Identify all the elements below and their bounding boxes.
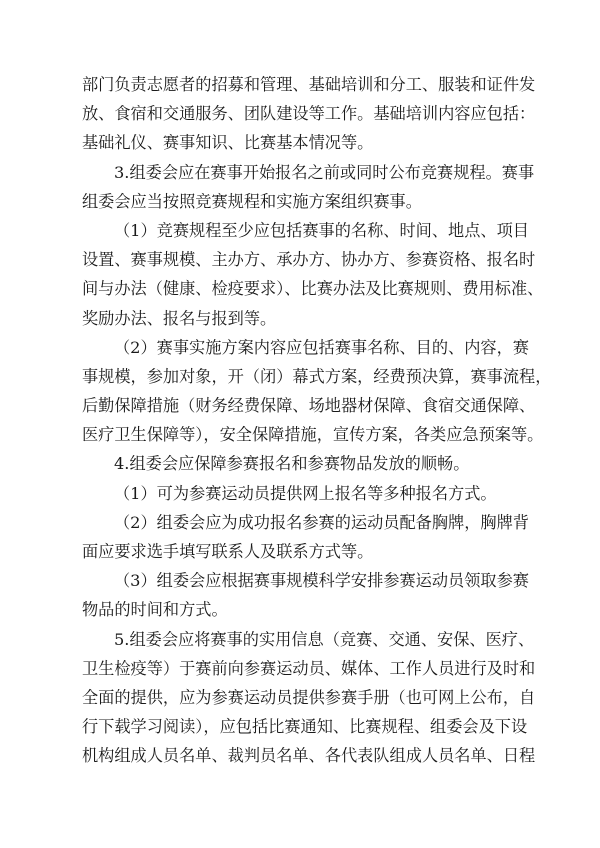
paragraph-start-line: （1）可为参赛运动员提供网上报名等多种报名方式。 <box>114 483 497 503</box>
text-line: 奖励办法、报名与报到等。 <box>82 308 277 328</box>
text-line: 物品的时间和方式。 <box>82 600 228 620</box>
text-line: 部门负责志愿者的招募和管理、基础培训和分工、服装和证件发 <box>82 75 536 94</box>
paragraph-start-line: （3）组委会应根据赛事规模科学安排参赛运动员领取参赛 <box>114 571 529 591</box>
text-line: 组委会应当按照竞赛规程和实施方案组织赛事。 <box>82 191 422 211</box>
text-line: 医疗卫生保障等），安全保障措施，宣传方案，各类应急预案等。 <box>82 425 544 445</box>
paragraph-start-line: （1）竞赛规程至少应包括赛事的名称、时间、地点、项目 <box>114 220 529 240</box>
text-line: 事规模，参加对象，开（闭）幕式方案，经费预决算，赛事流程， <box>82 366 552 386</box>
text-line: 机构组成人员名单、裁判员名单、各代表队组成人员名单、日程 <box>82 746 536 766</box>
paragraph-start-line: 4.组委会应保障参赛报名和参赛物品发放的顺畅。 <box>114 454 470 474</box>
text-line: 全面的提供，应为参赛运动员提供参赛手册（也可网上公布，自 <box>82 687 536 707</box>
text-line: 间与办法（健康、检疫要求）、比赛办法及比赛规则、费用标准、 <box>82 279 544 299</box>
text-line: 面应要求选手填写联系人及联系方式等。 <box>82 542 374 561</box>
paragraph-start-line: 5.组委会应将赛事的实用信息（竞赛、交通、安保、医疗、 <box>114 629 535 649</box>
paragraph-start-line: 3.组委会应在赛事开始报名之前或同时公布竞赛规程。赛事 <box>114 162 535 182</box>
paragraph-start-line: （2）赛事实施方案内容应包括赛事名称、目的、内容，赛 <box>114 337 529 357</box>
text-line: 基础礼仪、赛事知识、比赛基本情况等。 <box>82 133 374 153</box>
paragraph-start-line: （2）组委会应为成功报名参赛的运动员配备胸牌，胸牌背 <box>114 512 529 532</box>
text-line: 放、食宿和交通服务、团队建设等工作。基础培训内容应包括： <box>82 104 536 124</box>
text-line: 卫生检疫等）于赛前向参赛运动员、媒体、工作人员进行及时和 <box>82 658 536 678</box>
text-line: 后勤保障措施（财务经费保障、场地器材保障、食宿交通保障、 <box>82 396 536 416</box>
document-body <box>82 70 552 771</box>
text-line: 行下载学习阅读），应包括比赛通知、比赛规程、组委会及下设 <box>82 717 528 737</box>
text-line: 设置、赛事规模、主办方、承办方、协办方、参赛资格、报名时 <box>82 250 536 270</box>
